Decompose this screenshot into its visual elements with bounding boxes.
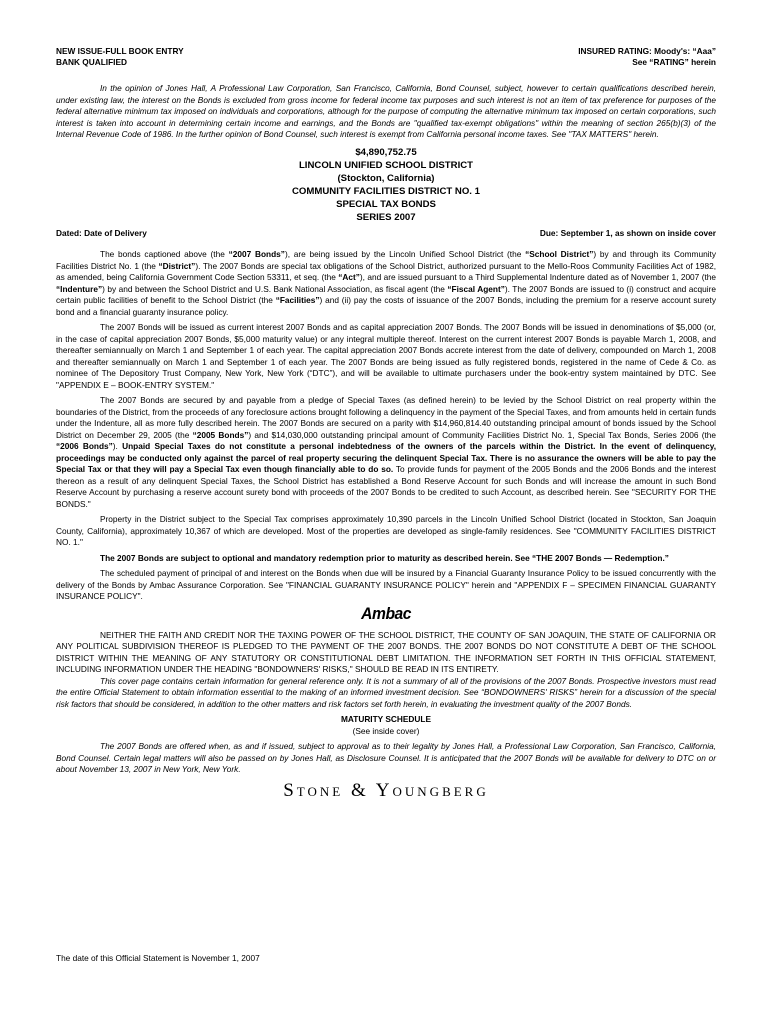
text-run: ). The 2007 Bonds are special tax obligations of the School District, authorized pursuant to the Mello-Roos Community Facilities Act of 1982, as amended, being California Government Code Section 53311, et seq. (the (56, 260, 716, 282)
paragraph-offering: The 2007 Bonds are offered when, as and if issued, subject to approval as to their legality by Jones Hall, a Professional Law Corporation, San Francisco, California, Bond Counsel. Certain legal matters will also be passed on by Jones Hall, as Disclosure Counsel. It is anticipated that the 2007 Bonds will be available for delivery to DTC on or about November 13, 2007 in New York, New York. (56, 741, 716, 774)
bank-qualified: BANK QUALIFIED (56, 56, 127, 67)
dated-date: Dated: Date of Delivery (56, 227, 147, 238)
paragraph-bonds-issuance (56, 249, 716, 318)
maturity-schedule-reference: (See inside cover) (352, 725, 420, 736)
text-run: The bonds captioned above (the (100, 249, 229, 259)
header-left (56, 46, 184, 67)
text-run: ) by and through its Community Facilities District No. 1 (the (56, 249, 716, 271)
text-run: ) and (ii) pay the costs of issuance of the 2007 Bonds, including the premium for a reserve account surety bond and a financial guaranty insurance policy. (56, 295, 716, 317)
insured-rating: INSURED RATING: Moody's: “Aaa” (578, 46, 716, 56)
defined-term: “School District” (525, 249, 594, 259)
bond-counsel-opinion: In the opinion of Jones Hall, A Professional Law Corporation, San Francisco, California, Bond Counsel, subject, however to certain qualifications described herein, under existing law, the interest on the Bonds is excluded from gross income for federal income tax purposes and such interest is not an item of tax preference for purposes of the federal alternative minimum tax imposed on individuals and corporations, although for the purpose of computing the alternative minimum tax imposed on certain corporations, such interest is taken into account in determining certain income and earnings, and the Bonds are "qualified tax-exempt obligations" within the meaning of section 265(b)(3) of the Internal Revenue Code of 1986. In the further opinion of Bond Counsel, such interest is exempt from California personal income taxes. See "TAX MATTERS" herein. (56, 83, 716, 139)
maturity-schedule-heading: MATURITY SCHEDULE (340, 714, 432, 724)
issuer-location: (Stockton, California) (337, 172, 435, 184)
paragraph-cover-notice: This cover page contains certain information for general reference only. It is not a summary of all of the provisions of the 2007 Bonds. Prospective investors must read the entire Official Statement to obtain information essential to the making of an informed investment decision. See “BONDOWNERS' RISKS” herein for a discussion of the special risk factors that should be considered, in addition to the other matters and risk factors set forth herein, in evaluating the investment quality of the 2007 Bonds. (56, 675, 716, 709)
statement-date: The date of this Official Statement is November 1, 2007 (56, 953, 260, 963)
header (56, 46, 716, 67)
maturity-schedule (56, 714, 716, 737)
redemption-text: The 2007 Bonds are subject to optional and mandatory redemption prior to maturity as described herein. See “THE 2007 Bonds — Redemption.” (100, 552, 669, 563)
text-run: To provide funds for payment of the 2005 Bonds and the 2006 Bonds and the interest thereon as a result of any delinquent Special Taxes, the School District has established a Bond Reserve Account for such Bonds and will increase the amount in such Bond Reserve Account by purchasing a reserve account surety bond with proceeds of the 2007 Bonds to be credited to such Account, as described herein. See "SECURITY FOR THE BONDS." (56, 464, 716, 509)
bond-type: SPECIAL TAX BONDS (336, 198, 436, 210)
defined-term: “Fiscal Agent” (447, 283, 505, 294)
bond-amount: $4,890,752.75 (355, 146, 417, 158)
due-date: Due: September 1, as shown on inside cover (539, 227, 716, 238)
paragraph-disclaimer: NEITHER THE FAITH AND CREDIT NOR THE TAXING POWER OF THE SCHOOL DISTRICT, THE COUNTY OF SAN JOAQUIN, THE STATE OF CALIFORNIA OR ANY POLITICAL SUBDIVISION THEREOF IS PLEDGED TO THE PAYMENT OF THE 2007 BONDS. THE 2007 BONDS DO NOT CONSTITUTE A DEBT OF THE SCHOOL DISTRICT WITHIN THE MEANING OF ANY STATUTORY OR CONSTITUTIONAL DEBT LIMITATION. THE INFORMATION SET FORTH IN THIS OFFICIAL STATEMENT, INCLUDING INFORMATION UNDER THE HEADING "BONDOWNERS' RISKS," SHOULD BE READ IN ITS ENTIRETY. (56, 629, 716, 674)
text-run: ), are being issued by the Lincoln Unified School District (the (284, 249, 526, 259)
defined-term: “Facilities” (275, 295, 320, 305)
underwriter-logo (56, 779, 716, 801)
header-right (578, 46, 716, 67)
dated-due-row (56, 228, 716, 240)
defined-term: “District” (158, 260, 196, 271)
text-run: ) and $14,030,000 outstanding principal amount of Community Facilities District No. 1, Special Tax Bonds, Series 2006 (the (248, 429, 717, 440)
text-run: ), and are issued pursuant to a Third Supplemental Indenture dated as of November 1, 2007 (the (359, 272, 716, 282)
paragraph-property: Property in the District subject to the Special Tax comprises approximately 10,390 parcels in the Lincoln Unified School District (located in Stockton, San Joaquin County, California), approximately 10,367 of which are developed. Most of the properties are developed as single-family residences. See "COMMUNITY FACILITIES DISTRICT NO. 1." (56, 514, 716, 547)
text-run: ). The 2007 Bonds are issued to (i) construct and acquire certain public facilities of benefit to the School District (the (56, 283, 717, 305)
issue-type: NEW ISSUE-FULL BOOK ENTRY (56, 46, 184, 56)
cover-page (56, 46, 716, 799)
paragraph-redemption (56, 553, 716, 565)
defined-term: “Act” (338, 272, 360, 282)
paragraph-insurance: The scheduled payment of principal of and interest on the Bonds when due will be insured by a Financial Guaranty Insurance Policy to be issued concurrently with the delivery of the Bonds by Ambac Assurance Corporation. See "FINANCIAL GUARANTY INSURANCE POLICY" herein and "APPENDIX F – SPECIMEN FINANCIAL GUARANTY INSURANCE POLICY". (56, 568, 716, 601)
underwriter-name: Stone & Youngberg (283, 779, 489, 801)
text-run: ) by and between the School District and U.S. Bank National Association, as fiscal agent (the (102, 283, 448, 294)
district-name: COMMUNITY FACILITIES DISTRICT NO. 1 (292, 185, 480, 197)
ambac-logo (56, 603, 716, 630)
bond-series: SERIES 2007 (356, 211, 416, 223)
defined-term: “2006 Bonds” (56, 441, 113, 451)
text-run: The 2007 Bonds are secured by and payable from a pledge of Special Taxes (as defined herein) to be levied by the School District on real property within the boundaries of the District, from the proceeds of any foreclosure actions brought following a delinquency in the payment of the Special Taxes, and from amounts held in certain funds under the Indenture, all as more fully described herein. The 2007 Bonds are secured on a parity with $14,960,814.40 outstanding principal amount of bonds issued by the School District on December 29, 2005 (the (56, 395, 716, 440)
bond-title (56, 146, 716, 224)
defined-term: “2005 Bonds” (192, 429, 249, 440)
delinquency-warning: Unpaid Special Taxes do not constitute a personal indebtedness of the owners of the parcels within the District. In the event of delinquency, proceedings may be conducted only against the parcel of real property securing the delinquent Special Tax. There is no assurance the owners will be able to pay the Special Tax or that they will pay a Special Tax even though financially able to do so. (56, 441, 717, 474)
rating-reference: See “RATING” herein (632, 56, 716, 67)
defined-term: “2007 Bonds” (228, 249, 285, 259)
paragraph-security (56, 395, 716, 510)
defined-term: “Indenture” (56, 283, 103, 294)
issuer-name: LINCOLN UNIFIED SCHOOL DISTRICT (298, 159, 474, 171)
text-run: ). (112, 441, 123, 451)
ambac-logo-text: Ambac (361, 603, 411, 623)
paragraph-denominations: The 2007 Bonds will be issued as current interest 2007 Bonds and as capital appreciation 2007 Bonds. The 2007 Bonds will be issued in denominations of $5,000 (or, in the case of capital appreciation 2007 Bonds, $5,000 maturity value) or any integral multiple thereof. Interest on the current interest 2007 Bonds is payable March 1, 2008, and thereafter semiannually on March 1 and September 1 of each year. The capital appreciation 2007 Bonds accrete interest from the date of delivery, compounded on March 1, 2008 and thereafter semiannually on March 1 and September 1 of each year. The 2007 Bonds are being issued as fully registered bonds, registered in the name of Cede & Co. as nominee of The Depository Trust Company, New York, New York (“DTC”), and will be available to ultimate purchasers under the book-entry system maintained by DTC. See "APPENDIX E – BOOK-ENTRY SYSTEM." (56, 322, 716, 390)
